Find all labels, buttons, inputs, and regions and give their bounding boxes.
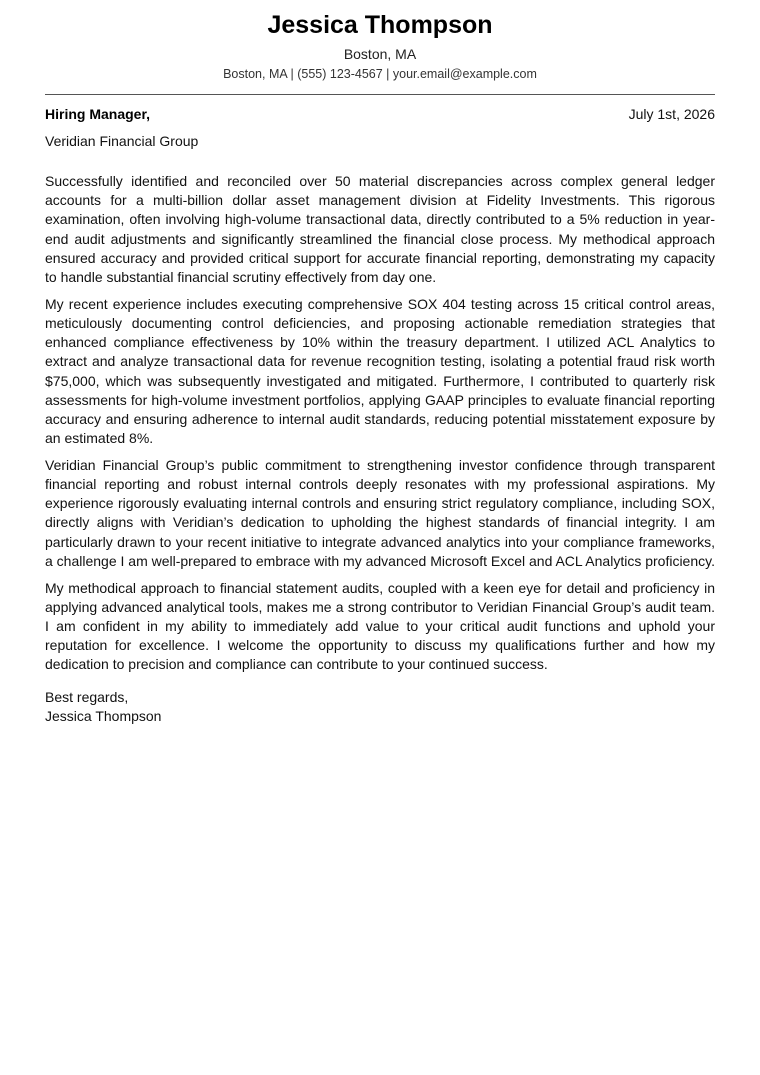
recipient-date-row <box>45 105 715 123</box>
body-paragraph: My recent experience includes executing comprehensive SOX 404 testing across 15 critical control areas, meticulously documenting control deficiencies, and proposing actionable remediation strategies that enhanced compliance effectiveness by 10% within the treasury department. I utilized ACL Analytics to extract and analyze transactional data for revenue recognition testing, isolating a potential fraud risk worth $75,000, which was subsequently investigated and mitigated. Furthermore, I contributed to quarterly risk assessments for high-volume investment portfolios, applying GAAP principles to evaluate financial reporting accuracy and ensuring adherence to internal audit standards, reducing potential misstatement exposure by an estimated 8%. <box>45 295 715 447</box>
body-paragraph: Veridian Financial Group’s public commitment to strengthening investor confidence through transparent financial reporting and robust internal controls deeply resonates with my professional aspirations. My experience rigorously evaluating internal controls and ensuring strict regulatory compliance, including SOX, directly aligns with Veridian’s dedication to upholding the highest standards of financial integrity. I am particularly drawn to your recent initiative to integrate advanced analytics into your compliance frameworks, a challenge I am well-prepared to embrace with my advanced Microsoft Excel and ACL Analytics proficiency. <box>45 456 715 569</box>
company-name: Veridian Financial Group <box>45 133 199 149</box>
body-paragraph: My methodical approach to financial statement audits, coupled with a keen eye for detail and proficiency in applying advanced analytical tools, makes me a strong contributor to Veridian Financial Group’s audit team. I am confident in my ability to immediately add value to your critical audit functions and uphold your reputation for excellence. I welcome the opportunity to discuss my qualifications further and how my dedication to precision and compliance can contribute to your continued success. <box>45 579 715 673</box>
applicant-name: Jessica Thompson <box>267 11 493 39</box>
body-paragraph: Successfully identified and reconciled over 50 material discrepancies across complex general ledger accounts for a multi-billion dollar asset management division at Fidelity Investments. This rigorous examination, often involving high-volume transactional data, directly contributed to a 5% reduction in year-end audit adjustments and significantly streamlined the financial close process. My methodical approach ensured accuracy and provided critical support for accurate financial reporting, demonstrating my capacity to handle substantial financial scrutiny effectively from day one. <box>45 173 715 286</box>
recipient-salutation: Hiring Manager, <box>45 106 151 122</box>
contact-line: Boston, MA | (555) 123-4567 | your.email@example.com <box>223 67 537 81</box>
closing-phrase: Best regards, <box>45 688 129 705</box>
header-divider <box>45 94 715 95</box>
letter-closing <box>45 688 715 726</box>
applicant-location: Boston, MA <box>343 46 417 62</box>
letter-date: July 1st, 2026 <box>628 106 715 122</box>
signature-name: Jessica Thompson <box>45 707 162 724</box>
letter-header <box>45 0 715 82</box>
letter-body <box>45 172 715 675</box>
